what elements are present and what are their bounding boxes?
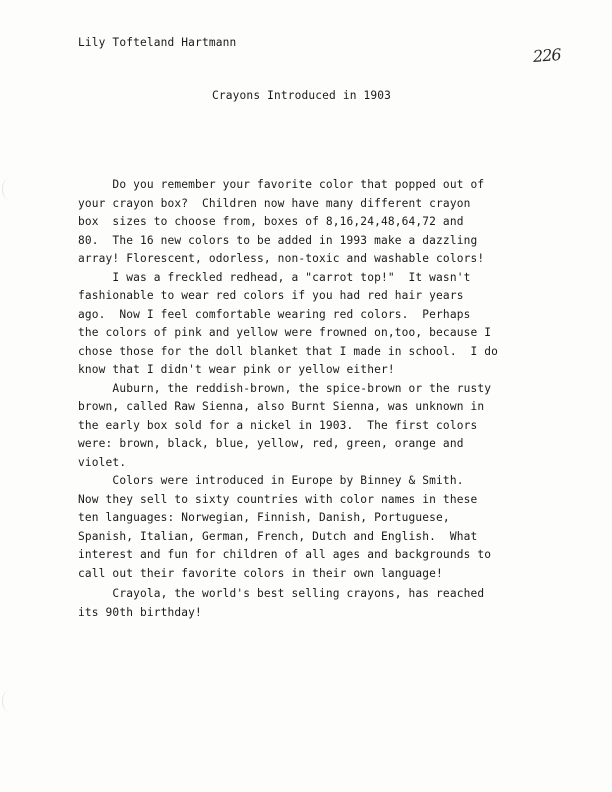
text-line: your crayon box? Children now have many different crayon	[78, 196, 471, 210]
author-name: Lily Tofteland Hartmann	[78, 36, 237, 49]
text-line: its 90th birthday!	[78, 605, 202, 619]
paragraph	[78, 176, 538, 269]
text-line: the early box sold for a nickel in 1903. The first colors	[78, 418, 478, 432]
text-line: the colors of pink and yellow were frowned on,too, because I	[78, 326, 492, 339]
text-line: fashionable to wear red colors if you had red hair years	[78, 289, 464, 302]
document-title: Crayons Introduced in 1903	[212, 89, 392, 102]
text-line: Crayola, the world's best selling crayons, has reached	[78, 587, 485, 600]
text-line: ten languages: Norwegian, Finnish, Danish, Portuguese,	[78, 511, 450, 524]
handwritten-page-number: 226	[532, 45, 562, 66]
punch-hole-mark	[2, 690, 17, 712]
paragraph	[78, 585, 538, 622]
document-body	[78, 176, 538, 622]
text-line: array! Florescent, odorless, non-toxic and washable colors!	[78, 252, 485, 265]
text-line: 80. The 16 new colors to be added in 1993 make a dazzling	[78, 233, 478, 247]
text-line: Now they sell to sixty countries with color names in these	[78, 492, 478, 506]
text-line: brown, called Raw Sienna, also Burnt Sienna, was unknown in	[78, 400, 485, 413]
punch-hole-mark	[2, 178, 17, 200]
text-line: know that I didn't wear pink or yellow either!	[78, 363, 395, 376]
text-line: Spanish, Italian, German, French, Dutch and English. What	[78, 529, 478, 543]
text-line: call out their favorite colors in their own language!	[78, 566, 443, 580]
text-line: violet.	[78, 455, 127, 469]
text-line: ago. Now I feel comfortable wearing red colors. Perhaps	[78, 307, 471, 321]
text-line: chose those for the doll blanket that I made in school. I do	[78, 344, 499, 358]
text-line: Auburn, the reddish-brown, the spice-brown or the rusty	[78, 381, 492, 395]
text-line: were: brown, black, blue, yellow, red, green, orange and	[78, 437, 464, 450]
paragraph	[78, 269, 538, 380]
text-line: interest and fun for children of all ages and backgrounds to	[78, 548, 492, 561]
paragraph	[78, 380, 538, 473]
text-line: I was a freckled redhead, a "carrot top!" It wasn't	[78, 270, 471, 284]
text-line: box sizes to choose from, boxes of 8,16,24,48,64,72 and	[78, 215, 464, 228]
text-line: Colors were introduced in Europe by Binney & Smith.	[78, 474, 464, 487]
text-line: Do you remember your favorite color that popped out of	[78, 178, 485, 191]
paragraph	[78, 472, 538, 583]
